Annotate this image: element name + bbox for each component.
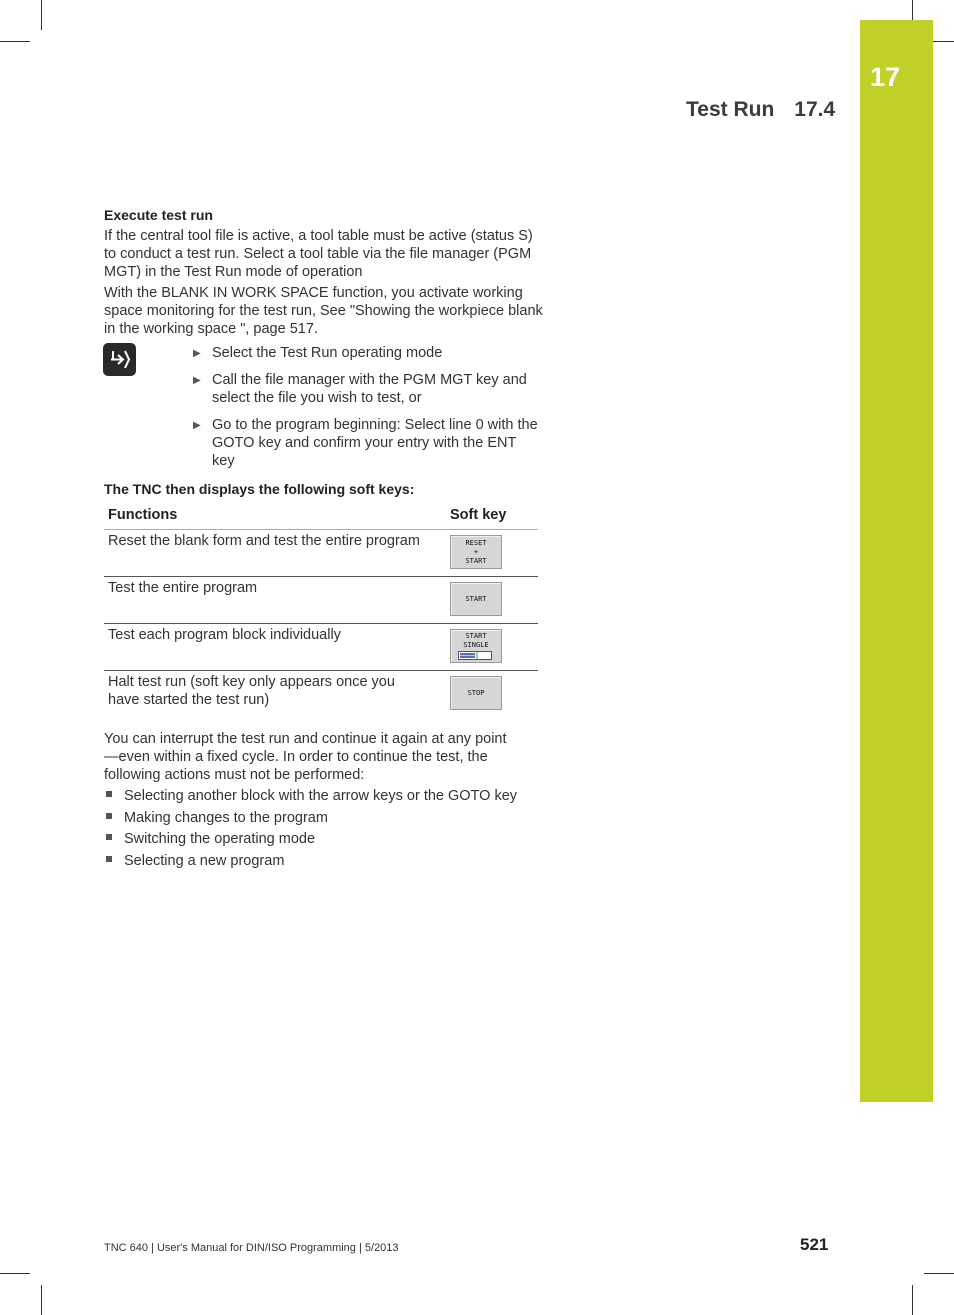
crop-mark	[924, 1273, 954, 1274]
softkey-label: START	[465, 595, 487, 603]
col-header-functions: Functions	[108, 507, 178, 523]
chapter-number: 17	[870, 62, 901, 92]
chapter-side-tab	[860, 20, 933, 1102]
col-header-softkey: Soft key	[450, 507, 507, 523]
softkey-reset-start	[450, 535, 502, 569]
crop-mark	[41, 1285, 42, 1315]
section-header	[686, 98, 835, 122]
square-bullet-icon	[106, 856, 112, 862]
square-bullet-icon	[106, 813, 112, 819]
step-text: Call the file manager with the PGM MGT key and select the file you wish to test, or	[212, 372, 527, 406]
test-run-mode-icon	[103, 343, 136, 376]
softkey-stop	[450, 676, 502, 710]
step-item	[193, 417, 538, 470]
list-item-text: Switching the operating mode	[124, 831, 316, 847]
row-function: Test each program block individually	[108, 627, 341, 643]
crop-mark	[0, 41, 30, 42]
step-item	[193, 345, 538, 363]
square-bullet-icon	[106, 834, 112, 840]
triangle-bullet-icon: ▶	[193, 375, 201, 386]
list-item	[106, 853, 284, 871]
softkey-label: STOP	[467, 689, 485, 697]
page-number: 521	[800, 1235, 829, 1254]
list-item	[106, 831, 315, 849]
execute-para-2: With the BLANK IN WORK SPACE function, you activate working space monitoring for the test run, See "Showing the workpiece blank in the working space ", page 517.	[104, 285, 543, 337]
softkey-label: START	[465, 557, 487, 565]
page-footer: TNC 640 | User's Manual for DIN/ISO Programming | 5/2013	[104, 1242, 399, 1254]
interrupt-para: You can interrupt the test run and continue it again at any point —even within a fixed cycle. In order to continue the test, the following actions must not be performed:	[104, 731, 507, 783]
crop-mark	[41, 0, 42, 30]
execute-heading: Execute test run	[104, 207, 213, 223]
execute-para-1: If the central tool file is active, a tool table must be active (status S) to conduct a test run. Select a tool table via the file manager (PGM MGT) in the Test Run mode of operation	[104, 228, 533, 280]
softkey-label: SINGLE	[463, 641, 489, 649]
table-row-rule	[104, 576, 538, 577]
row-function: Halt test run (soft key only appears once you have started the test run)	[108, 674, 395, 708]
table-row-rule	[104, 670, 538, 671]
softkey-start	[450, 582, 502, 616]
list-item-text: Selecting a new program	[124, 853, 285, 869]
crop-mark	[0, 1273, 30, 1274]
step-item	[193, 372, 538, 408]
list-item-text: Selecting another block with the arrow keys or the GOTO key	[124, 788, 518, 804]
softkeys-heading: The TNC then displays the following soft keys:	[104, 481, 415, 497]
table-header-rule	[104, 529, 538, 530]
softkey-label: START	[465, 632, 487, 640]
row-function: Test the entire program	[108, 580, 258, 596]
triangle-bullet-icon: ▶	[193, 348, 201, 359]
row-function: Reset the blank form and test the entire program	[108, 533, 420, 549]
list-item	[106, 788, 517, 806]
softkey-start-single	[450, 629, 502, 663]
section-title: Test Run	[686, 98, 775, 121]
softkey-label: +	[473, 548, 479, 556]
softkey-label: RESET	[465, 539, 487, 547]
single-block-icon	[458, 651, 492, 660]
step-text: Select the Test Run operating mode	[212, 345, 443, 361]
table-row-rule	[104, 623, 538, 624]
list-item-text: Making changes to the program	[124, 810, 328, 826]
square-bullet-icon	[106, 791, 112, 797]
step-text: Go to the program beginning: Select line 0 with the GOTO key and confirm your entry with the ENT key	[212, 417, 538, 469]
crop-mark	[912, 1285, 913, 1315]
section-number: 17.4	[794, 98, 836, 121]
triangle-bullet-icon: ▶	[193, 420, 201, 431]
list-item	[106, 810, 328, 828]
crop-mark	[912, 0, 913, 20]
